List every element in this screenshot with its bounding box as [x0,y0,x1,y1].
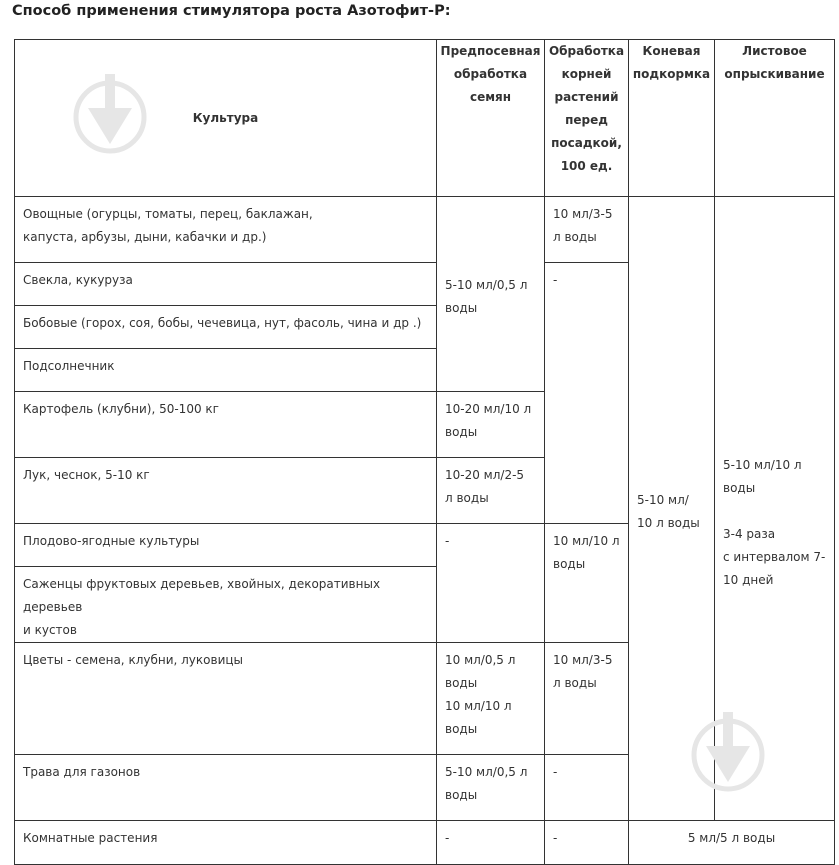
culture-cell: Комнатные растения [15,821,437,865]
table-row [15,197,835,263]
root-cell: 10 мл/3-5 л воды [545,197,629,263]
seed-cell: 10-20 мл/2-5 л воды [437,458,545,524]
table-row [15,821,835,865]
header-root-feeding: Коневая подкормка [629,40,715,197]
culture-cell: Овощные (огурцы, томаты, перец, баклажан, капуста, арбузы, дыни, кабачки и др.) [15,197,437,263]
seed-cell: 10 мл/0,5 л воды 10 мл/10 л воды [437,643,545,755]
culture-cell: Свекла, кукуруза [15,263,437,306]
seed-cell: 10-20 мл/10 л воды [437,392,545,458]
watermark-download-icon [70,72,150,162]
watermark-download-icon [688,710,768,800]
seed-cell: - [437,524,545,643]
culture-cell: Картофель (клубни), 50-100 кг [15,392,437,458]
root-feed-cell: 5-10 мл/ 10 л воды [629,197,715,821]
header-root-treatment: Обработка корней растений перед посадкой, 100 ед. [545,40,629,197]
culture-cell: Цветы - семена, клубни, луковицы [15,643,437,755]
merged-dose-cell: 5 мл/5 л воды [629,821,835,865]
header-culture: Культура [15,40,437,197]
culture-cell: Бобовые (горох, соя, бобы, чечевица, нут, фасоль, чина и др .) [15,306,437,349]
foliar-cell: 5-10 мл/10 л воды 3-4 раза с интервалом 7- 10 дней [715,197,835,821]
header-seed-treatment: Предпосевная обработка семян [437,40,545,197]
culture-cell: Трава для газонов [15,755,437,821]
seed-cell: 5-10 мл/0,5 л воды [437,197,545,392]
root-cell: 10 мл/10 л воды [545,524,629,643]
culture-cell: Саженцы фруктовых деревьев, хвойных, декоративных деревьев и кустов [15,567,437,643]
root-cell: - [545,263,629,524]
seed-cell: - [437,821,545,865]
header-foliar-spray: Листовое опрыскивание [715,40,835,197]
seed-cell: 5-10 мл/0,5 л воды [437,755,545,821]
culture-cell: Лук, чеснок, 5-10 кг [15,458,437,524]
culture-cell: Подсолнечник [15,349,437,392]
culture-cell: Плодово-ягодные культуры [15,524,437,567]
root-cell: - [545,821,629,865]
page-title: Способ применения стимулятора роста Азотофит-Р: [12,3,451,19]
root-cell: 10 мл/3-5 л воды [545,643,629,755]
root-cell: - [545,755,629,821]
